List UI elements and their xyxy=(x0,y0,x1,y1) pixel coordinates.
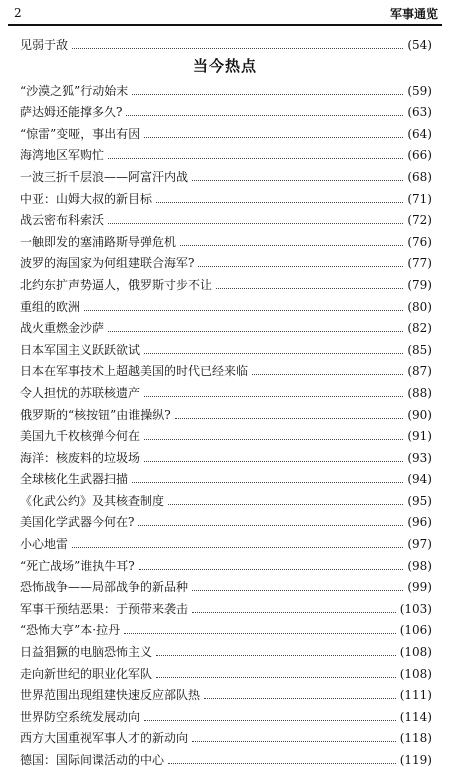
toc-entry xyxy=(20,400,432,422)
toc-entry-title: 重组的欧洲 xyxy=(20,299,81,314)
toc-entry-title: 走向新世纪的职业化军队 xyxy=(20,666,153,681)
toc-entry-page: (114) xyxy=(399,709,432,724)
toc-entry-title: 德国：国际间谍活动的中心 xyxy=(20,753,165,767)
dot-leader xyxy=(156,202,403,203)
toc-entry-page: (95) xyxy=(407,493,432,508)
toc-entry xyxy=(20,357,432,379)
toc-entry-page: (63) xyxy=(407,105,432,120)
toc-entry xyxy=(20,573,432,595)
toc-entry xyxy=(20,486,432,508)
toc-entry-page: (94) xyxy=(407,472,432,487)
toc-entry-title: 战火重燃金沙萨 xyxy=(20,321,105,336)
toc-entry-title: 北约东扩声势逼人，俄罗斯寸步不让 xyxy=(20,277,213,292)
dot-leader xyxy=(192,741,396,742)
dot-leader xyxy=(108,223,403,224)
toc-entry-page: (91) xyxy=(407,429,432,444)
toc-entry-page: (119) xyxy=(399,753,432,767)
toc-entry xyxy=(20,30,432,52)
toc-entry-title: 美国九千枚核弹今何在 xyxy=(20,429,141,444)
toc-entry-page: (80) xyxy=(407,299,432,314)
dot-leader xyxy=(192,590,403,591)
toc-entry-page: (106) xyxy=(399,623,432,638)
toc-entry-title: 恐怖战争——局部战争的新品种 xyxy=(20,580,189,595)
previous-section-entries xyxy=(20,30,432,52)
dot-leader xyxy=(144,353,403,354)
toc-entry-title: 日本军国主义跃跃欲试 xyxy=(20,342,141,357)
toc-entry xyxy=(20,594,432,616)
toc-entry xyxy=(20,422,432,444)
dot-leader xyxy=(72,547,403,548)
toc-entry xyxy=(20,335,432,357)
toc-entry-title: 《化武公约》及其核查制度 xyxy=(20,493,165,508)
toc-entry-page: (82) xyxy=(407,321,432,336)
dot-leader xyxy=(84,310,403,311)
toc-entry-title: “死亡战场”谁执牛耳? xyxy=(20,558,135,573)
toc-entry-list xyxy=(20,76,432,767)
running-title: 军事通览 xyxy=(389,7,438,21)
dot-leader xyxy=(204,698,396,699)
toc-entry xyxy=(20,98,432,120)
toc-entry-page: (90) xyxy=(407,407,432,422)
toc-entry-page: (68) xyxy=(407,169,432,184)
toc-entry-page: (103) xyxy=(399,601,432,616)
toc-entry xyxy=(20,465,432,487)
toc-entry-title: 见弱于敌 xyxy=(20,37,69,52)
page-header xyxy=(8,4,442,26)
toc-entry-page: (93) xyxy=(407,450,432,465)
toc-entry-page: (85) xyxy=(407,342,432,357)
toc-entry-page: (79) xyxy=(407,277,432,292)
dot-leader xyxy=(192,612,396,613)
dot-leader xyxy=(192,180,403,181)
dot-leader xyxy=(144,720,396,721)
toc-entry-page: (71) xyxy=(407,191,432,206)
dot-leader xyxy=(72,48,403,49)
toc-entry xyxy=(20,616,432,638)
toc-entry xyxy=(20,270,432,292)
dot-leader xyxy=(168,763,396,764)
toc-entry-title: “恐怖大亨”本·拉丹 xyxy=(20,623,121,638)
toc-entry-title: 海湾地区军购忙 xyxy=(20,148,105,163)
toc-entry-title: 波罗的海国家为何组建联合海军? xyxy=(20,256,195,271)
toc-entry xyxy=(20,227,432,249)
dot-leader xyxy=(156,655,396,656)
toc-entry-title: 西方大国重视军事人才的新动向 xyxy=(20,731,189,746)
toc-entry-page: (118) xyxy=(399,731,432,746)
dot-leader xyxy=(144,439,403,440)
toc-entry-page: (96) xyxy=(407,515,432,530)
toc-entry-page: (99) xyxy=(407,580,432,595)
toc-entry xyxy=(20,141,432,163)
toc-entry-page: (97) xyxy=(407,537,432,552)
dot-leader xyxy=(132,482,403,483)
toc-entry xyxy=(20,378,432,400)
toc-entry-title: 一波三折千层浪——阿富汗内战 xyxy=(20,169,189,184)
dot-leader xyxy=(198,266,403,267)
toc-entry xyxy=(20,206,432,228)
toc-entry xyxy=(20,724,432,746)
toc-entry-title: 全球核化生武器扫描 xyxy=(20,472,129,487)
toc-entry xyxy=(20,76,432,98)
dot-leader xyxy=(126,115,403,116)
toc-entry xyxy=(20,659,432,681)
toc-entry-title: 令人担忧的苏联核遗产 xyxy=(20,385,141,400)
toc-entry-title: 日益猖獗的电脑恐怖主义 xyxy=(20,645,153,660)
page-number: 2 xyxy=(14,6,22,20)
dot-leader xyxy=(144,461,403,462)
toc-entry-page: (108) xyxy=(399,666,432,681)
toc-entry xyxy=(20,292,432,314)
dot-leader xyxy=(168,504,403,505)
toc-entry-title: 日本在军事技术上超越美国的时代已经来临 xyxy=(20,364,249,379)
toc-entry xyxy=(20,314,432,336)
toc-entry-title: 世界范围出现组建快速反应部队热 xyxy=(20,688,201,703)
toc-entry-page: (66) xyxy=(407,148,432,163)
dot-leader xyxy=(175,418,404,419)
toc-entry-title: 中亚：山姆大叔的新目标 xyxy=(20,191,153,206)
toc-entry-title: 美国化学武器今何在? xyxy=(20,515,135,530)
toc-entry-page: (88) xyxy=(407,385,432,400)
dot-leader xyxy=(156,677,396,678)
dot-leader xyxy=(180,245,403,246)
dot-leader xyxy=(108,331,403,332)
toc-entry-title: 世界防空系统发展动向 xyxy=(20,709,141,724)
toc-entry-page: (98) xyxy=(407,558,432,573)
toc-entry-title: 萨达姆还能撑多久? xyxy=(20,105,123,120)
toc-entry xyxy=(20,119,432,141)
toc-entry-title: 海洋：核废料的垃圾场 xyxy=(20,450,141,465)
dot-leader xyxy=(144,137,403,138)
toc-entry-page: (87) xyxy=(407,364,432,379)
toc-entry-title: 一触即发的塞浦路斯导弹危机 xyxy=(20,234,177,249)
toc-entry xyxy=(20,184,432,206)
toc-entry xyxy=(20,443,432,465)
dot-leader xyxy=(124,633,396,634)
toc-entry xyxy=(20,745,432,767)
dot-leader xyxy=(252,374,403,375)
toc-entry-page: (108) xyxy=(399,645,432,660)
toc-entry-page: (64) xyxy=(407,126,432,141)
toc-entry xyxy=(20,529,432,551)
section-title: 当今热点 xyxy=(192,57,257,75)
toc-entry xyxy=(20,702,432,724)
dot-leader xyxy=(132,94,403,95)
toc-entry-page: (77) xyxy=(407,256,432,271)
toc-entry xyxy=(20,508,432,530)
toc-entry-title: 俄罗斯的“核按钮”由谁操纵? xyxy=(20,407,171,422)
dot-leader xyxy=(144,396,403,397)
toc-entry-page: (59) xyxy=(407,83,432,98)
toc-entry-page: (76) xyxy=(407,234,432,249)
toc-entry xyxy=(20,162,432,184)
toc-entry xyxy=(20,249,432,271)
dot-leader xyxy=(138,525,403,526)
dot-leader xyxy=(139,569,404,570)
toc-entry-title: 军事干预结恶果：于预带来袭击 xyxy=(20,601,189,616)
toc-entry-title: 小心地雷 xyxy=(20,537,69,552)
toc-entry-title: “惊雷”变哑，事出有因 xyxy=(20,126,141,141)
toc-entry-title: 战云密布科索沃 xyxy=(20,213,105,228)
toc-entry xyxy=(20,637,432,659)
toc-entry-page: (111) xyxy=(399,688,432,703)
dot-leader xyxy=(216,288,403,289)
toc-entry-page: (72) xyxy=(407,213,432,228)
toc-entry-title: “沙漠之狐”行动始末 xyxy=(20,83,129,98)
toc-entry-page: (54) xyxy=(407,37,432,52)
dot-leader xyxy=(108,158,403,159)
toc-entry xyxy=(20,681,432,703)
toc-entry xyxy=(20,551,432,573)
